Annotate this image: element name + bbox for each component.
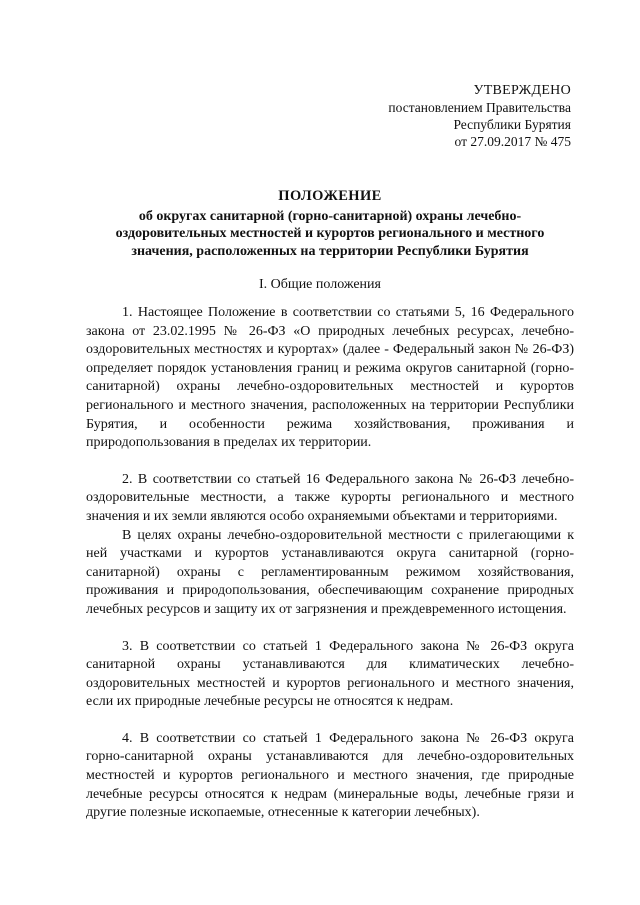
approval-line-3: от 27.09.2017 № 475 [454,134,571,149]
section-heading: I. Общие положения [259,277,381,292]
document-title: ПОЛОЖЕНИЕ [278,188,382,204]
paragraph-4: 4. В соответствии со статьей 1 Федерального закона № 26-ФЗ округа горно-санитарной охраны устанавливаются для лечебно-оздоровительных местностей и курортов регионального и местного значения, где природные лечебные ресурсы относятся к недрам (минеральные воды, лечебные грязи и другие полезные ископаемые, отнесенные к категории лечебных). [86,730,574,821]
approval-heading: УТВЕРЖДЕНО [473,83,571,98]
paragraph-3: 3. В соответствии со статьей 1 Федерального закона № 26-ФЗ округа санитарной охраны устанавливаются для климатических лечебно-оздоровительных местностей и курортов регионального и местного значения, если их природные лечебные ресурсы не относятся к недрам. [86,638,574,710]
paragraph-2: 2. В соответствии со статьей 16 Федерального закона № 26-ФЗ лечебно-оздоровительные местности, а также курорты регионального и местного значения и их земли являются особо охраняемыми объектами и территориями. [86,471,574,524]
document-body [86,304,574,823]
approval-stamp-block [388,82,571,150]
approval-line-1: постановлением Правительства [388,100,571,115]
approval-line-2: Республики Бурятия [453,117,571,132]
document-subtitle: об округах санитарной (горно-санитарной) охраны лечебно-оздоровительных местностей и курортов регионального и местного значения, расположенных на территории Республики Бурятия [115,208,545,259]
paragraph-2-continued: В целях охраны лечебно-оздоровительной местности с прилегающими к ней участками и курортов устанавливаются округа санитарной (горно-санитарной) охраны с регламентированным режимом хозяйствования, проживания и природопользования, обеспечивающим сохранение природных лечебных ресурсов и защиту их от загрязнения и преждевременного истощения. [86,527,574,617]
paragraph-1: 1. Настоящее Положение в соответствии со статьями 5, 16 Федерального закона от 23.02.1995 № 26-ФЗ «О природных лечебных ресурсах, лечебно-оздоровительных местностях и курортах» (далее - Федеральный закон № 26-ФЗ) определяет порядок установления границ и режима округов санитарной (горно-санитарной) охраны лечебно-оздоровительных местностей и курортов регионального и местного значения, расположенных на территории Республики Бурятия, и особенности режима хозяйствования, проживания и природопользования в пределах их территории. [86,305,574,451]
document-title-block [100,188,560,260]
